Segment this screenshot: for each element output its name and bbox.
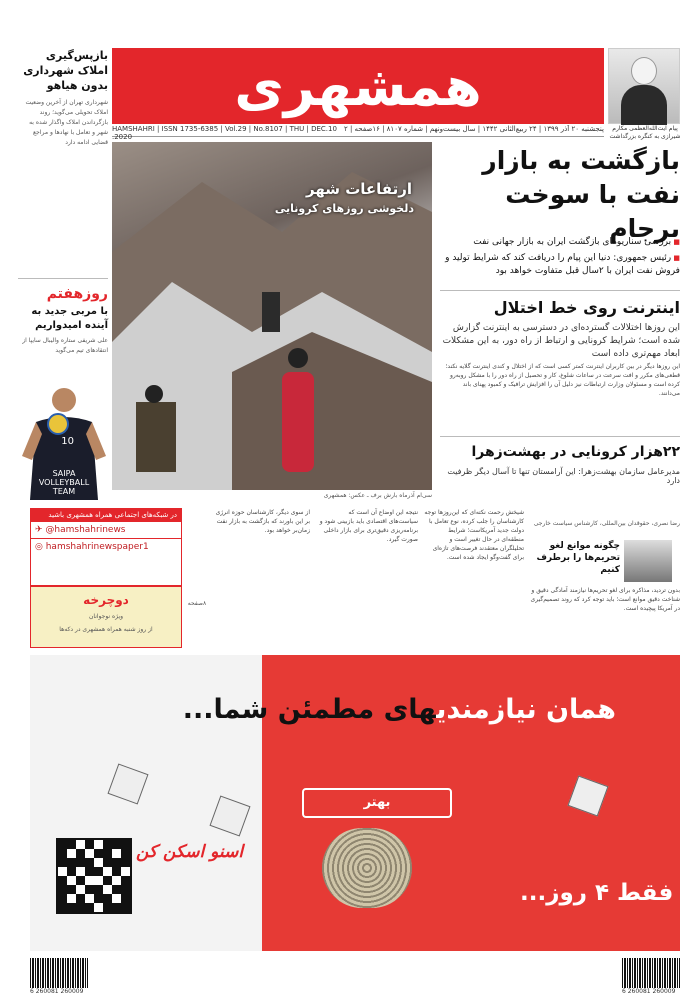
middle-column-2: نتیجه این اوضاع آن است که سیاست‌های اقتصادی باید بازبینی شود و برنامه‌ریزی دقیق‌تری برای بازار داخلی صورت گیرد. (319, 509, 418, 543)
author-photo (624, 540, 672, 582)
hiker-red (282, 372, 314, 472)
masthead-logo: همشهری (112, 48, 604, 124)
photo-caption-subtitle: دلخوشی روزهای کرونایی (274, 202, 414, 215)
portrait-body (621, 85, 667, 125)
four-days-text: فقط ۴ روز... (520, 880, 674, 906)
internet-divider (440, 436, 680, 437)
lead-divider (440, 290, 680, 291)
internet-body: این روزها دیگر در بین کاربران اینترنت کمتر کسی است که از اختلال و کندی اینترنت گلایه نکند؛ قطعی‌های مکرر و افت سرعت در ساعات شلوغ، کار و تحصیل از راه دور را با مشکل روبه‌رو کرده است و مسئولان وزارت ارتباطات نیز دلیل آن را افزایش ترافیک و کمبود پهنای باند می‌دانند. (445, 363, 680, 397)
scan-text: اسنو اسکن کن (136, 842, 244, 862)
sport-summary: علی شریفی ستاره والیبال سایپا از انتقادهای تیم می‌گوید (22, 337, 108, 354)
ad-headline-part1: همان نیازمندی (436, 694, 616, 725)
better-badge: بهتر (302, 788, 452, 818)
masthead-info-bar (112, 125, 604, 141)
left-summary: شهرداری تهران از آخرین وضعیت املاک تحویلی می‌گوید؛ روند بازگرداندن املاک واگذار شده به شهر و تعامل با نهادها و مراجع قضایی ادامه دارد (25, 99, 108, 146)
photo-credit: سی‌ام آذرماه بارش برف ـ عکس: همشهری (323, 492, 432, 499)
internet-lead: این روزها اختلالات گسترده‌ای در دسترسی به اینترنت گزارش شده است؛ شرایط کرونایی و ارتباط از راه دور، به این مشکلات ابعاد مهم‌تری داده است (442, 323, 680, 359)
masthead-info-latin: HAMSHAHRI | ISSN 1735-6385 | Vol.29 | No.8107 | THU | DEC.10 .2020 (112, 125, 337, 141)
docharkhe-subtitle: ویژه نوجوانان (88, 613, 124, 620)
photo-caption-title: ارتفاعات شهر (306, 180, 412, 198)
money-roll-image (322, 828, 412, 908)
instagram-icon: ◎ (35, 542, 46, 552)
player-team: SAIPA VOLLEYBALL TEAM (38, 469, 90, 496)
behesht-zahra-headline[interactable]: ۲۲هزار کرونایی در بهشت‌زهرا (471, 444, 680, 460)
portrait-head (631, 57, 657, 85)
middle-column-1: شیخش رحمت نکته‌ای که این‌روزها توجه کارشناسان را جلب کرده، نوع تعامل با دولت جدید آمریکاست؛ شرایط منطقه‌ای در حال تغییر است و تحلیلگران معتقدند فرصت‌های تازه‌ای برای گفت‌وگو ایجاد شده است. (424, 509, 524, 561)
volleyball-player-image[interactable] (18, 378, 110, 500)
lead-bullet-2: ■ رئیس جمهوری: دنیا این پیام را دریافت کند که شرایط تولید و فروش نفت ایران با ۲سال قبل متفاوت خواهد بود (440, 252, 680, 278)
telegram-link[interactable]: ✈ @hamshahrinews (31, 521, 181, 538)
barcode-right (622, 958, 680, 988)
left-headline[interactable]: بازپس‌گیری املاک شهرداری بدون هیاهو (23, 49, 108, 92)
docharkhe-ad[interactable] (30, 586, 182, 648)
player-number: 10 (61, 436, 74, 447)
left-divider (18, 278, 108, 279)
qr-code[interactable] (56, 838, 132, 914)
portrait-caption: پیام آیت‌الله‌العظمی مکارم شیرازی به کنگره بزرگداشت (609, 125, 681, 140)
column-author: رضا نصری، حقوقدان بین‌المللی، کارشناس سیاست خارجی (533, 520, 680, 527)
docharkhe-text: از روز شنبه همراه همشهری در دکه‌ها (59, 626, 153, 633)
lead-bullet-1: ■ بررسی سناریوهای بازگشت ایران به بازار جهانی نفت (440, 236, 680, 249)
telegram-icon: ✈ (35, 525, 46, 535)
lead-headline[interactable]: بازگشت به بازار نفت با سوخت برجام (482, 146, 680, 243)
haftom-logo: روزهفتم (46, 286, 108, 302)
instagram-link[interactable]: ◎ hamshahrinewspaper1 (31, 538, 181, 555)
barcode-left-number: 6 260081 260009 (30, 988, 84, 995)
middle-column-3: از سوی دیگر، کارشناسان حوزه انرژی بر این باورند که بازگشت به بازار نفت زمان‌بر خواهد بود. (215, 509, 310, 534)
internet-headline[interactable]: اینترنت روی خط اختلال (493, 298, 680, 317)
portrait-image[interactable] (608, 48, 680, 124)
ad-headline-part2: های مطمئن شما... (182, 694, 437, 725)
behesht-zahra-lead: مدیرعامل سازمان بهشت‌زهرا: این آرامستان تنها تا آسال دیگر ظرفیت دارد (447, 467, 680, 485)
column-headline[interactable]: چگونه موانع لغو تحریم‌ها را برطرف کنیم (536, 541, 620, 575)
barcode-right-number: 6 260081 260009 (622, 988, 676, 995)
column-body: بدون تردید، مذاکره برای لغو تحریم‌ها نیازمند آمادگی دقیق و شناخت دقیق موانع است؛ باید توجه کرد که روند تصمیم‌گیری در آمریکا پیچیده است. (530, 587, 680, 612)
social-header: در شبکه‌های اجتماعی همراه همشهری باشید (31, 509, 181, 521)
main-photo[interactable] (112, 142, 432, 490)
hiker-2 (136, 402, 176, 472)
barcode-left (30, 958, 88, 988)
social-box (30, 508, 182, 586)
sport-headline[interactable]: با مربی جدید به آینده امیدواریم (31, 306, 108, 331)
hiker-1 (262, 292, 280, 332)
ad-headline (96, 694, 616, 725)
masthead-info-persian: پنجشنبه ۲۰ آذر ۱۳۹۹ | ۲۴ ربیع‌الثانی ۱۴۴۲ | سال بیست‌ونهم | شماره ۸۱۰۷ | ۱۶صفحه | ۲ (344, 125, 604, 133)
pages-label: ۸صفحه (187, 600, 207, 607)
docharkhe-title: دوچرخه (83, 593, 129, 607)
